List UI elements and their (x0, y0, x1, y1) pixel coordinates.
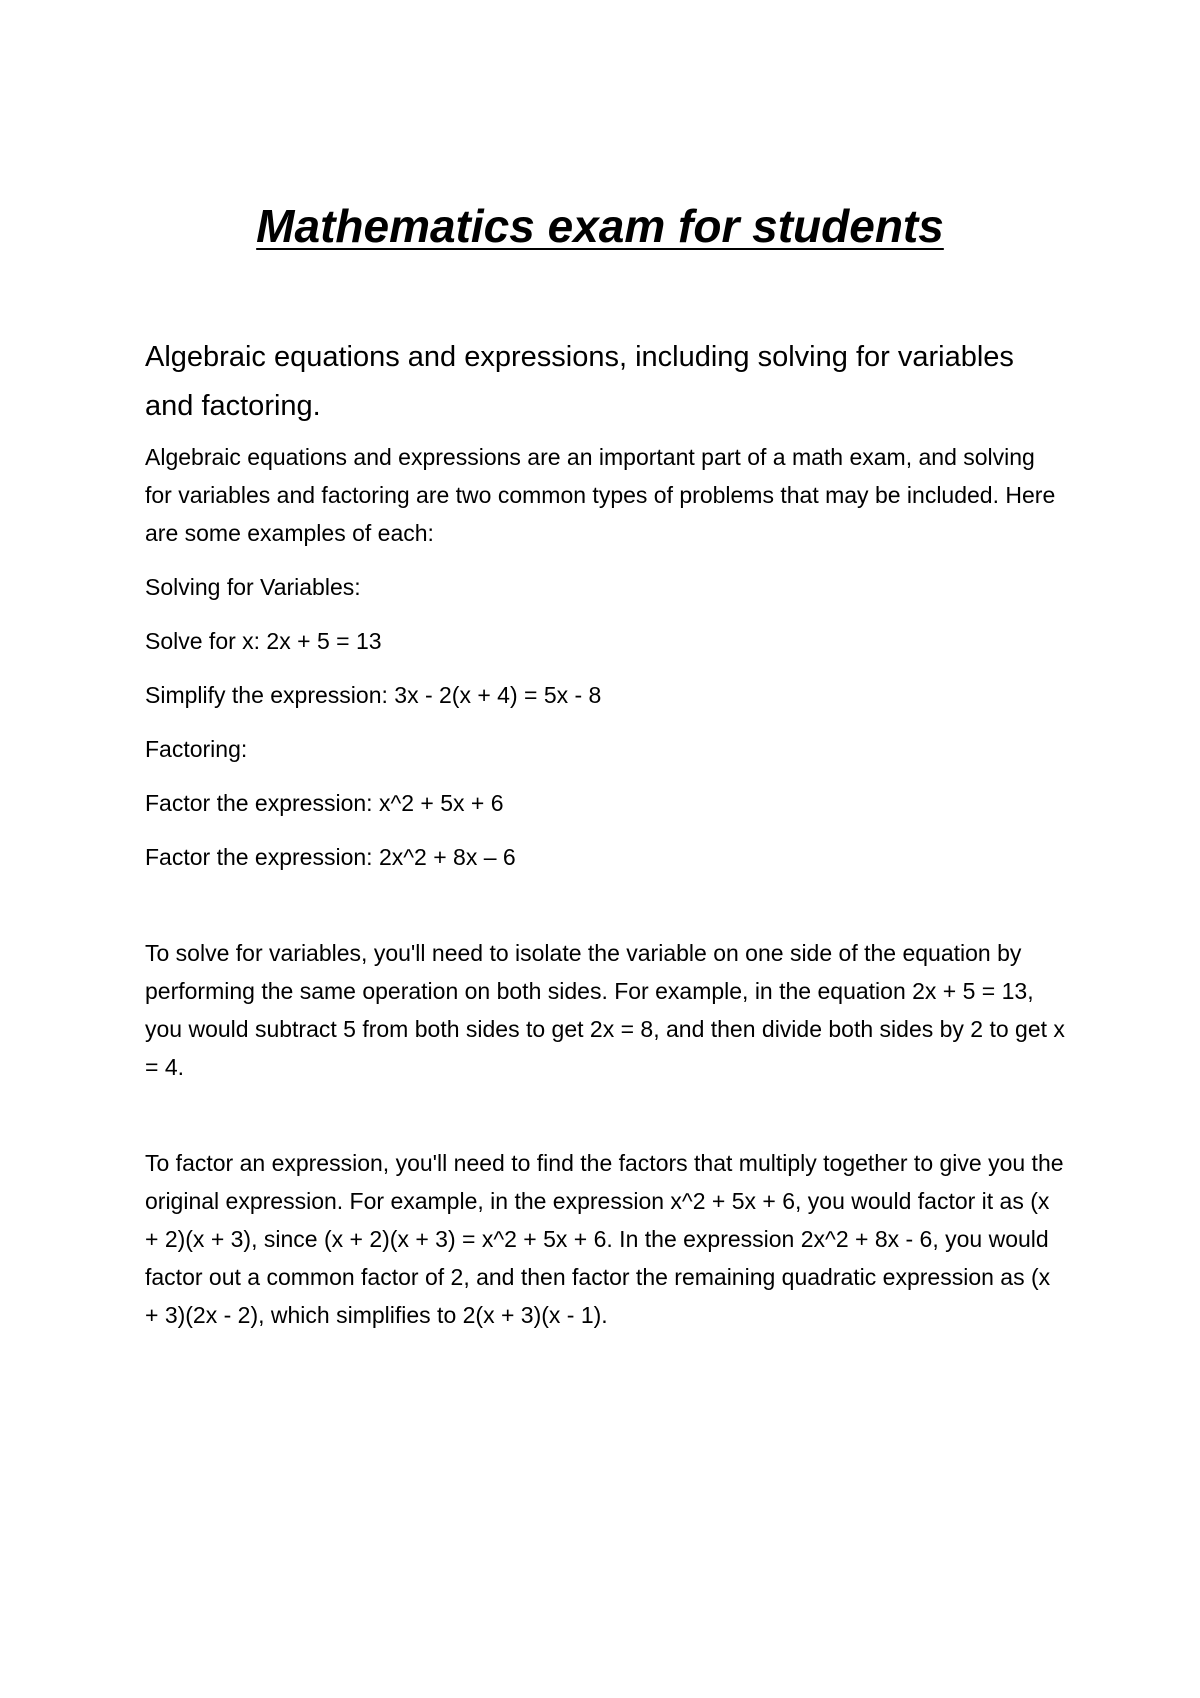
example-factor-expression-2: Factor the expression: 2x^2 + 8x – 6 (145, 844, 516, 870)
solving-explanation-paragraph: To solve for variables, you'll need to isolate the variable on one side of the equation by performing the same operation on both sides. For example, in the equation 2x + 5 = 13, you would subtract 5 from both sides to get 2x = 8, and then divide both sides by 2 to get x = 4. (145, 940, 1065, 1080)
document-title: Mathematics exam for students (256, 200, 944, 252)
factoring-explanation-paragraph: To factor an expression, you'll need to find the factors that multiply together to give you the original expression. For example, in the expression x^2 + 5x + 6, you would factor it as (x + 2)(x + 3), since (x + 2)(x + 3) = x^2 + 5x + 6. In the expression 2x^2 + 8x - 6, you would factor out a common factor of 2, and then factor the remaining quadratic expression as (x + 3)(2x - 2), which simplifies to 2(x + 3)(x - 1). (145, 1150, 1064, 1328)
factoring-label: Factoring: (145, 736, 248, 762)
solving-for-variables-label: Solving for Variables: (145, 574, 361, 600)
example-simplify-expression: Simplify the expression: 3x - 2(x + 4) = 5x - 8 (145, 682, 602, 708)
section-subheading: Algebraic equations and expressions, including solving for variables and factoring. (145, 341, 1014, 422)
example-solve-for-x: Solve for x: 2x + 5 = 13 (145, 628, 382, 654)
intro-paragraph: Algebraic equations and expressions are an important part of a math exam, and solving for variables and factoring are two common types of problems that may be included. Here are some examples of each: (145, 444, 1056, 546)
document-body (145, 333, 1065, 1350)
example-factor-expression-1: Factor the expression: x^2 + 5x + 6 (145, 790, 504, 816)
